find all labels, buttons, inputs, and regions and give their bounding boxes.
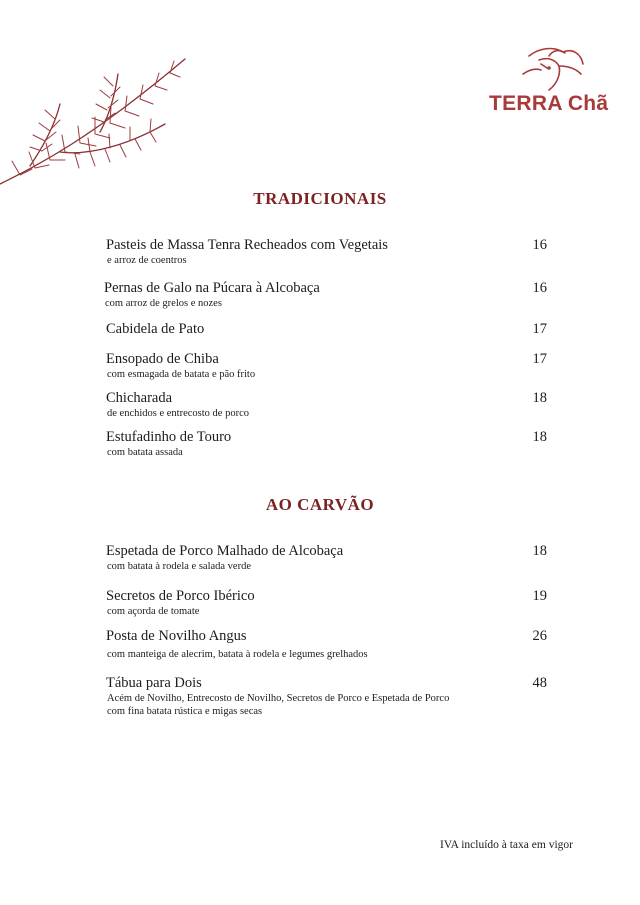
section-title-ao-carvao: AO CARVÃO (265, 495, 375, 514)
menu-item-name: Secretos de Porco Ibérico (106, 588, 255, 604)
menu-item-name: Cabidela de Pato (106, 321, 205, 337)
menu-item-price: 17 (532, 321, 547, 337)
brand-logo (487, 44, 622, 124)
menu-item-description: com batata assada (107, 447, 183, 458)
menu-item-name: Pasteis de Massa Tenra Recheados com Vegetais (106, 237, 388, 253)
menu-item-name: Ensopado de Chiba (106, 351, 219, 367)
menu-item (106, 390, 551, 420)
logo-text-accent: Chã (567, 92, 609, 115)
logo-wordmark (489, 92, 608, 116)
menu-item-price: 18 (532, 429, 547, 445)
menu-item (106, 543, 551, 573)
goat-head-icon (519, 44, 589, 92)
menu-item-price: 18 (532, 390, 547, 406)
menu-item-price: 18 (532, 543, 547, 559)
rosemary-sprig-illustration (0, 44, 195, 194)
menu-item (106, 237, 551, 267)
menu-item-price: 16 (532, 237, 547, 253)
menu-item-description: Acém de Novilho, Entrecosto de Novilho, Secretos de Porco e Espetada de Porco (107, 693, 450, 704)
menu-item (106, 675, 551, 718)
menu-item-price: 19 (532, 588, 547, 604)
logo-text-main: TERRA (489, 92, 563, 115)
menu-item-price: 17 (532, 351, 547, 367)
menu-item-description: com manteiga de alecrim, batata à rodela e legumes grelhados (107, 649, 368, 660)
menu-item (106, 351, 551, 381)
menu-item-name: Chicharada (106, 390, 173, 406)
menu-item-name: Pernas de Galo na Púcara à Alcobaça (104, 280, 320, 296)
menu-item-description: e arroz de coentros (107, 255, 187, 266)
menu-item-price: 48 (532, 675, 547, 691)
menu-item-name: Espetada de Porco Malhado de Alcobaça (106, 543, 344, 559)
menu-item-price: 16 (532, 280, 547, 296)
menu-item-description: com esmagada de batata e pão frito (107, 369, 256, 380)
menu-item-name: Estufadinho de Touro (106, 429, 232, 445)
menu-item (106, 321, 551, 338)
menu-item-description: com batata à rodela e salada verde (107, 561, 252, 572)
menu-item (104, 280, 551, 310)
menu-item-name: Tábua para Dois (106, 675, 202, 691)
menu-item (106, 588, 551, 618)
menu-item-name: Posta de Novilho Angus (106, 628, 247, 644)
menu-item-price: 26 (532, 628, 547, 644)
menu-item-description-continued: com fina batata rústica e migas secas (107, 706, 263, 717)
menu-item-description: com açorda de tomate (107, 606, 200, 617)
menu-item (106, 429, 551, 459)
menu-item (106, 628, 551, 661)
menu-item-description: de enchidos e entrecosto de porco (107, 408, 249, 419)
section-title-tradicionais: TRADICIONAIS (253, 189, 387, 208)
menu-item-description: com arroz de grelos e nozes (105, 298, 222, 309)
tax-note: IVA incluído à taxa em vigor (440, 839, 573, 851)
